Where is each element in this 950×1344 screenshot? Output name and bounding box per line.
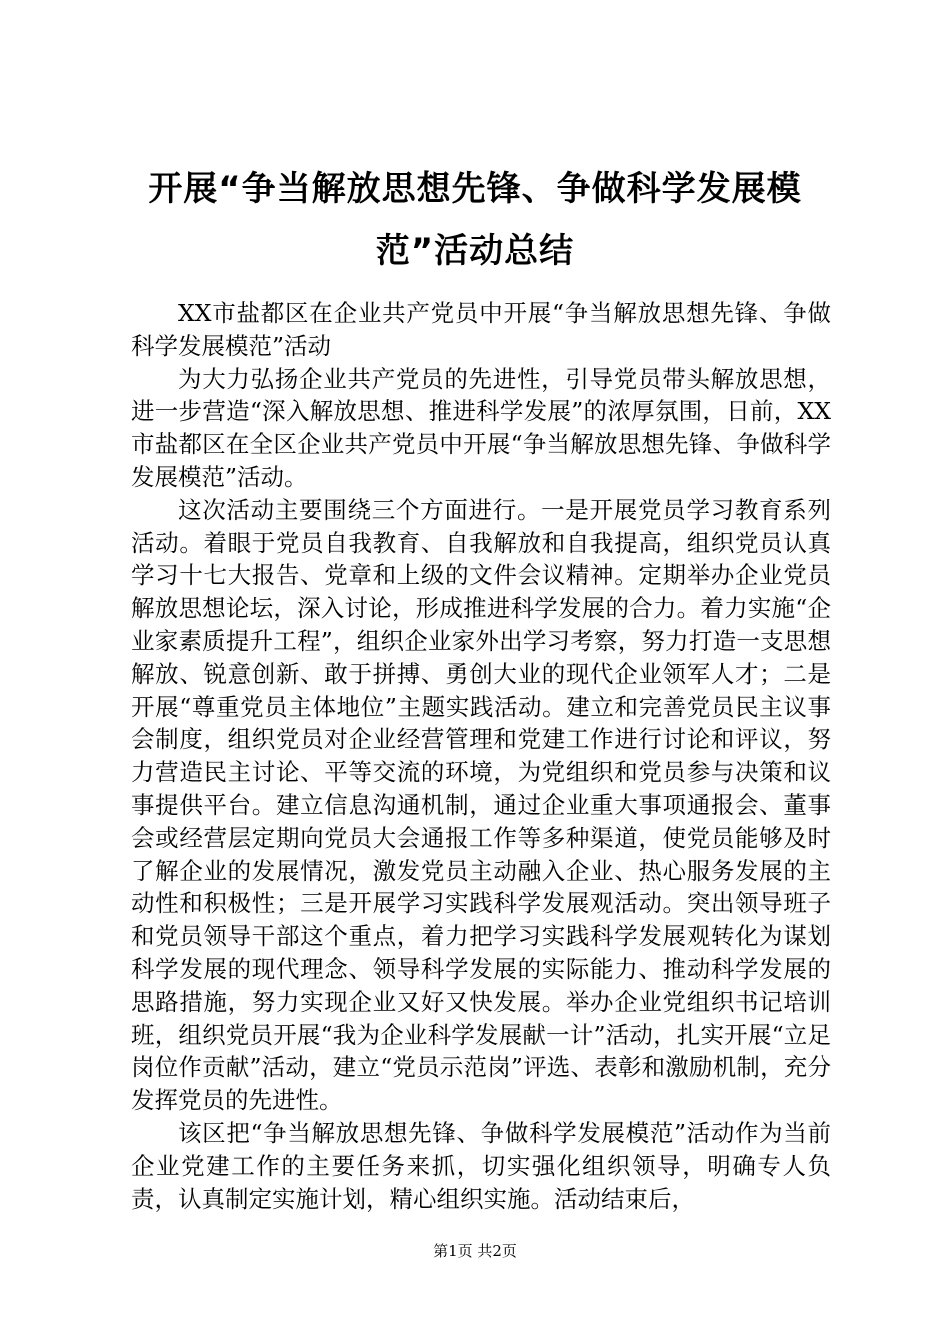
document-title	[100, 158, 850, 282]
paragraph: 这次活动主要围绕三个方面进行。一是开展党员学习教育系列活动。着眼于党员自我教育、自我解放和自我提高，组织党员认真学习十七大报告、党章和上级的文件会议精神。定期举办企业党员解放思想论坛，深入讨论，形成推进科学发展的合力。着力实施“企业家素质提升工程”，组织企业家外出学习考察，努力打造一支思想解放、锐意创新、敢于拼搏、勇创大业的现代企业领军人才；二是开展“尊重党员主体地位”主题实践活动。建立和完善党员民主议事会制度，组织党员对企业经营管理和党建工作进行讨论和评议，努力营造民主讨论、平等交流的环境，为党组织和党员参与决策和议事提供平台。建立信息沟通机制，通过企业重大事项通报会、董事会或经营层定期向党员大会通报工作等多种渠道，使党员能够及时了解企业的发展情况，激发党员主动融入企业、热心服务发展的主动性和积极性；三是开展学习实践科学发展观活动。突出领导班子和党员领导干部这个重点，着力把学习实践科学发展观转化为谋划科学发展的现代理念、领导科学发展的实际能力、推动科学发展的思路措施，努力实现企业又好又快发展。举办企业党组织书记培训班，组织党员开展“我为企业科学发展献一计”活动，扎实开展“立足岗位作贡献”活动，建立“党员示范岗”评选、表彰和激励机制，充分发挥党员的先进性。	[131, 495, 831, 1115]
paragraph: 为大力弘扬企业共产党员的先进性，引导党员带头解放思想，进一步营造“深入解放思想、推进科学发展”的浓厚氛围，日前，XX市盐都区在全区企业共产党员中开展“争当解放思想先锋、争做科学发展模范”活动。	[131, 364, 831, 491]
title-line-2: 范”活动总结	[375, 231, 575, 271]
paragraph-subtitle: XX市盐都区在企业共产党员中开展“争当解放思想先锋、争做科学发展模范”活动	[131, 299, 831, 360]
page-footer: 第1页 共2页	[433, 1242, 517, 1260]
paragraph: 该区把“争当解放思想先锋、争做科学发展模范”活动作为当前企业党建工作的主要任务来抓，切实强化组织领导，明确专人负责，认真制定实施计划，精心组织实施。活动结束后，	[131, 1118, 831, 1213]
document-body	[131, 297, 831, 1215]
title-line-1: 开展“争当解放思想先锋、争做科学发展模	[148, 169, 802, 209]
